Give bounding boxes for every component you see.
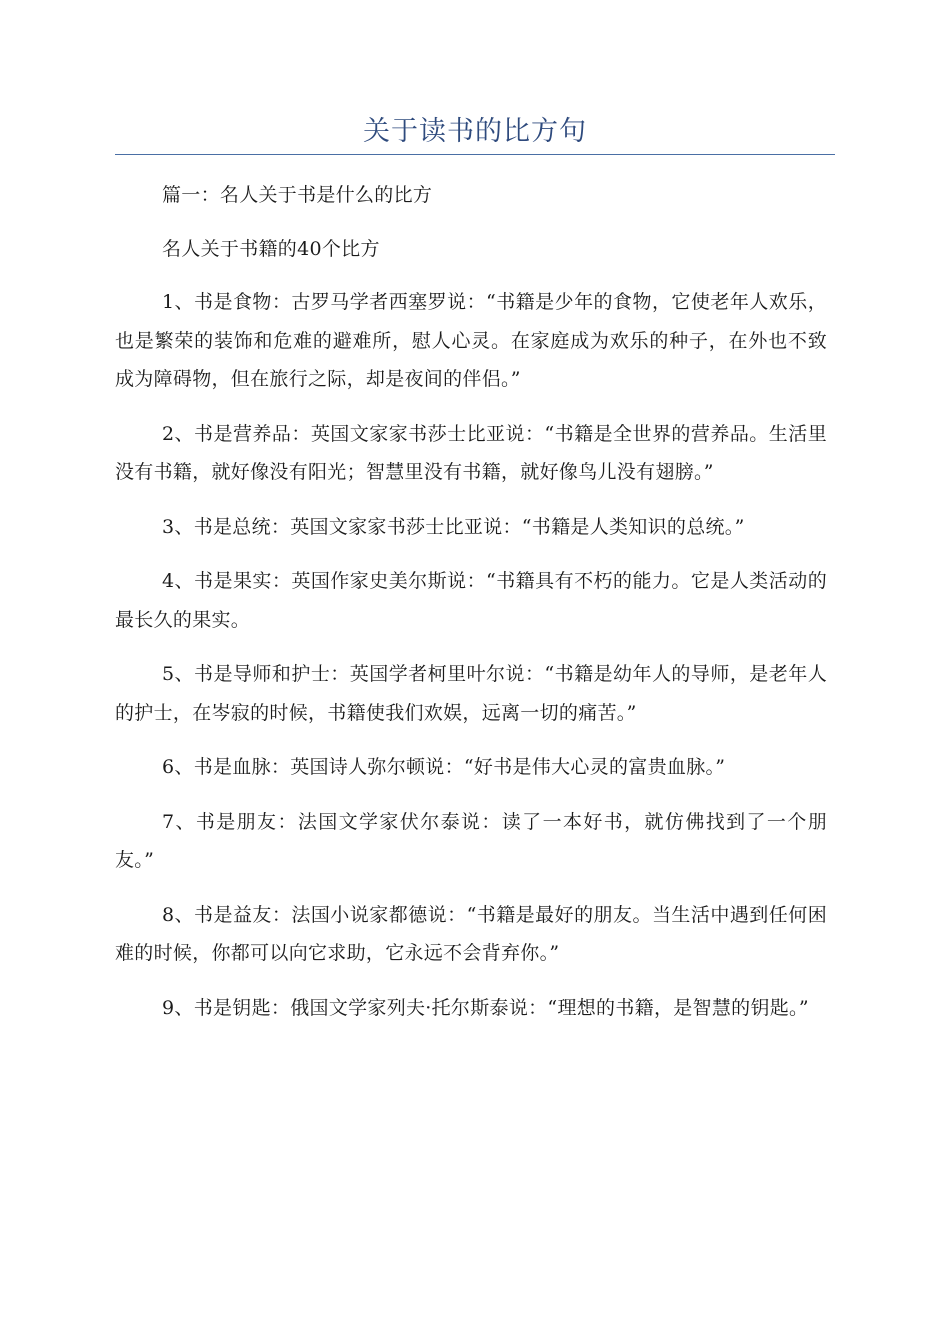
list-item: 3、书是总统：英国文家家书莎士比亚说：“书籍是人类知识的总统。” — [162, 515, 745, 538]
list-item: 7、书是朋友：法国文学家伏尔泰说：读了一本好书，就仿佛找到了一个朋友。” — [115, 810, 827, 871]
list-item: 2、书是营养品：英国文家家书莎士比亚说：“书籍是全世界的营养品。生活里没有书籍，就好像没有阳光；智慧里没有书籍，就好像鸟儿没有翅膀。” — [115, 422, 827, 483]
list-item: 6、书是血脉：英国诗人弥尔顿说：“好书是伟大心灵的富贵血脉。” — [162, 756, 726, 778]
list-item: 9、书是钥匙：俄国文学家列夫·托尔斯泰说：“理想的书籍，是智慧的钥匙。” — [162, 996, 809, 1019]
list-item: 5、书是导师和护士：英国学者柯里叶尔说：“书籍是幼年人的导师，是老年人的护士，在岑寂的时候，书籍使我们欢娱，远离一切的痛苦。” — [115, 663, 827, 724]
document-body — [115, 176, 827, 1043]
list-item: 4、书是果实：英国作家史美尔斯说：“书籍具有不朽的能力。它是人类活动的最长久的果实。 — [115, 570, 827, 631]
list-item: 1、书是食物：古罗马学者西塞罗说：“书籍是少年的食物，它使老年人欢乐，也是繁荣的装饰和危难的避难所，慰人心灵。在家庭成为欢乐的种子，在外也不致成为障碍物，但在旅行之际，却是夜间的伴侣。” — [115, 291, 827, 390]
subheading: 名人关于书籍的40个比方 — [162, 237, 380, 260]
section-heading: 篇一：名人关于书是什么的比方 — [162, 184, 433, 206]
list-item: 8、书是益友：法国小说家都德说：“书籍是最好的朋友。当生活中遇到任何困难的时候，你都可以向它求助，它永远不会背弃你。” — [115, 903, 827, 964]
title-underline — [115, 154, 835, 155]
document-title: 关于读书的比方句 — [363, 116, 587, 147]
